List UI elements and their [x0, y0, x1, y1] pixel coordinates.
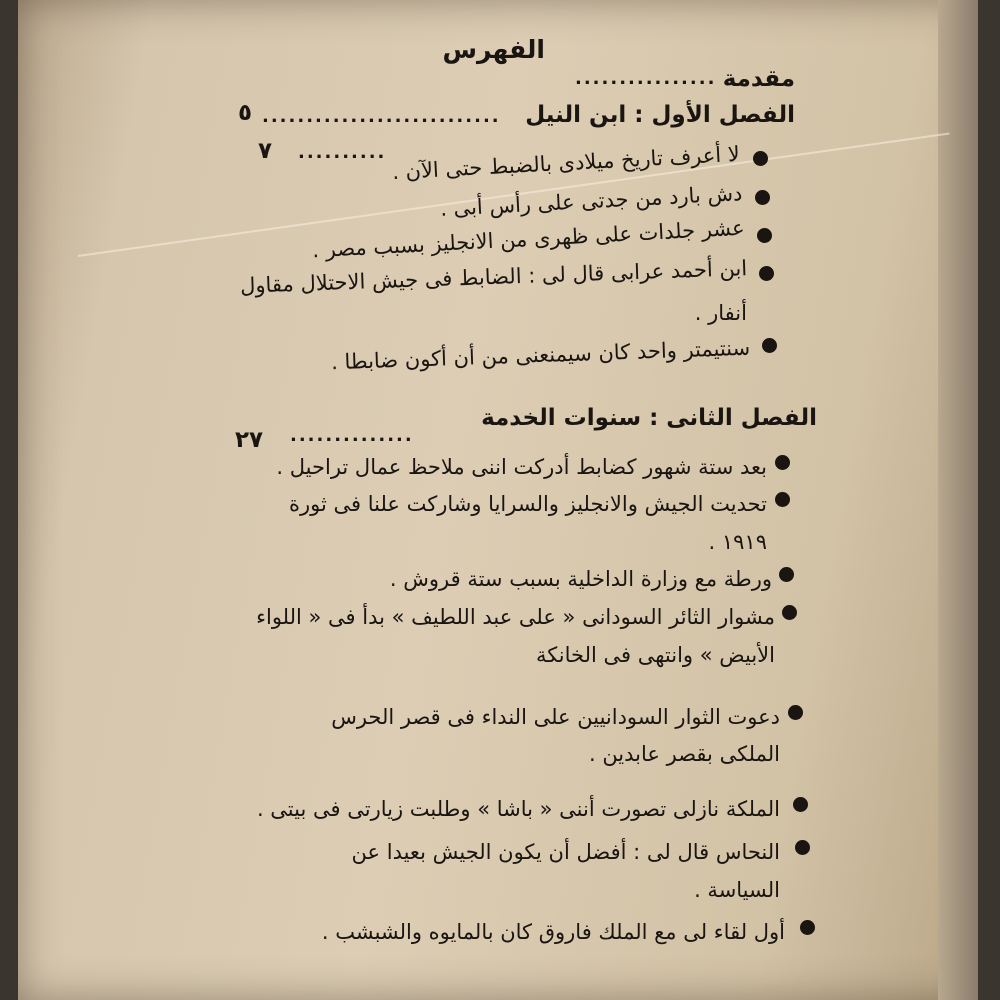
chapter2-item: بعد ستة شهور كضابط أدركت اننى ملاحظ عمال تراحيل . [276, 455, 767, 479]
chapter1-item: لا أعرف تاريخ ميلادى بالضبط حتى الآن . [391, 141, 741, 185]
chapter2-title: الفصل الثانى : سنوات الخدمة [481, 405, 817, 431]
bullet-icon [800, 920, 815, 935]
chapter2-item: ورطة مع وزارة الداخلية بسبب ستة قروش . [389, 567, 772, 591]
bullet-icon [788, 705, 803, 720]
chapter1-title: الفصل الأول : ابن النيل [525, 102, 795, 128]
chapter1-item: عشر جلدات على ظهرى من الانجليز بسبب مصر . [311, 215, 746, 263]
chapter1-item: دش بارد من جدتى على رأس أبى . [439, 181, 743, 221]
chapter2-item-cont: السياسة . [694, 878, 780, 902]
bullet-icon [795, 840, 810, 855]
page-title: الفهرس [442, 35, 545, 64]
chapter1-dots-b: .......... [298, 142, 387, 163]
bullet-icon [755, 190, 770, 205]
chapter1-dots-a: ........................... [262, 106, 501, 127]
intro-dots: ................ [575, 68, 717, 89]
bullet-icon [775, 492, 790, 507]
chapter2-item: مشوار الثائر السودانى « على عبد اللطيف » بدأ فى « اللواء [256, 605, 775, 629]
chapter2-item: النحاس قال لى : أفضل أن يكون الجيش بعيدا عن [351, 840, 780, 864]
bullet-icon [775, 455, 790, 470]
bullet-icon [782, 605, 797, 620]
chapter2-item: دعوت الثوار السودانيين على النداء فى قصر الحرس [331, 705, 780, 729]
bullet-icon [779, 567, 794, 582]
chapter2-dots: .............. [290, 425, 414, 446]
chapter2-item: أول لقاء لى مع الملك فاروق كان بالمايوه والشبشب . [321, 920, 785, 944]
intro-label: مقدمة [722, 66, 795, 92]
chapter2-item: الملكة نازلى تصورت أننى « باشا » وطلبت زيارتى فى بيتى . [256, 797, 780, 821]
chapter1-item: ابن أحمد عرابى قال لى : الضابط فى جيش الاحتلال مقاول [239, 256, 748, 298]
bullet-icon [753, 151, 768, 166]
chapter2-item-cont: ١٩١٩ . [708, 530, 767, 554]
chapter2-item: تحديت الجيش والانجليز والسرايا وشاركت علنا فى ثورة [288, 492, 767, 516]
chapter1-item-cont: أنفار . [694, 301, 747, 325]
bullet-icon [793, 797, 808, 812]
bullet-icon [757, 228, 772, 243]
bullet-icon [762, 338, 777, 353]
bullet-icon [759, 266, 774, 281]
chapter1-page-b: ٧ [258, 138, 273, 164]
chapter2-item-cont: الملكى بقصر عابدين . [588, 742, 780, 766]
chapter2-page: ٢٧ [235, 427, 264, 453]
chapter2-item-cont: الأبيض » وانتهى فى الخانكة [535, 643, 775, 667]
chapter1-page-a: ٥ [238, 100, 253, 126]
chapter1-item: سنتيمتر واحد كان سيمنعنى من أن أكون ضابطا . [330, 335, 751, 375]
